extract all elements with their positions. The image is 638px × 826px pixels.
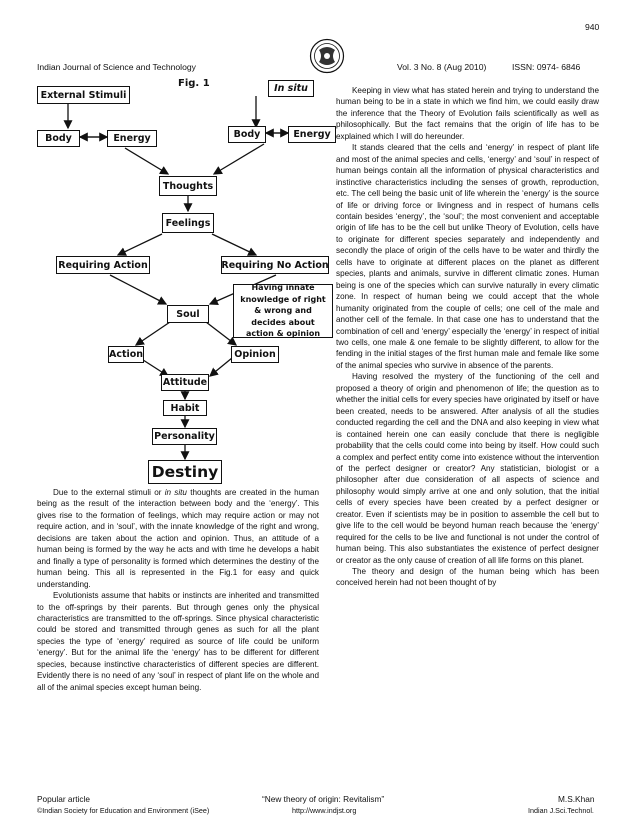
arrow-left-to-thoughts [125, 148, 168, 174]
figure-title: Fig. 1 [178, 78, 210, 89]
soul-box: Soul [167, 305, 209, 323]
innate-knowledge-box: Having innate knowledge of right & wrong and decides about action & opinion [233, 284, 333, 338]
issn: ISSN: 0974- 6846 [512, 62, 581, 72]
opinion-box: Opinion [231, 346, 279, 363]
in-situ-box: In situ [268, 80, 314, 97]
thoughts-box: Thoughts [159, 176, 217, 196]
personality-box: Personality [152, 428, 217, 445]
body-box-right: Body [228, 126, 266, 143]
volume-info: Vol. 3 No. 8 (Aug 2010) [397, 62, 487, 72]
left-column [37, 487, 319, 693]
footer-society: ©Indian Society for Education and Environment (iSee) [37, 806, 210, 815]
energy-box-right: Energy [288, 126, 336, 143]
destiny-box: Destiny [148, 460, 222, 484]
feelings-box: Feelings [162, 213, 214, 233]
right-paragraph: It stands cleared that the cells and ‘energy’ in respect of plant life and most of the animal species and cells, ‘energy’ and ‘soul’ in respect of human beings contain all the information of physical characteristics and instinctive characteristics including the senses of growth, reproduction, etc. The cell being the basic unit of life wherein the ‘energy’ is the source of life or driving force or livingness and in respect of humans cells contain besides ‘energy’, the ‘soul’; the most convenient and acceptable origin of life has to be the cell but unlike Theory of Evolution, cells have to originate for different species separately and independently and secondly the place of origin of the cells have to be water and thirdly the cells have to originate at different places on the planet as different species, plants and animals, survive in different climatic zones. Human being is one of the species which can survive naturally in every climatic zone. In respect of human being we could accept that the whole humanity originated from the couple of cells; one cell of the male and another cell of the female. In that case one has to understand that the combination of cell and ‘energy’ especially the ‘energy’ in respect of initial two cells, one male & one female to be slightly different, to allow for the fending in the initial stages of the first human male and female like some of the animal species who survive in absence of the parents. [336, 143, 599, 370]
right-paragraph: Keeping in view what has stated herein and trying to understand the human being to be in a state in which we find him, we could easily draw the inference that the Theory of Evolution fails scientifically as well as philosophically. But the fact remains that the origin of life has to be explained which I will do hereunder. [336, 86, 599, 141]
footer-article-type: Popular article [37, 794, 91, 804]
requiring-action-box: Requiring Action [56, 256, 150, 274]
habit-box: Habit [163, 400, 207, 416]
left-paragraph: Evolutionists assume that habits or instincts are inherited and transmitted to the off-springs by their parents. But through genes only the physical characteristics are transmitted to the off-springs. Since physical characteristic could be stored and transmitted through genes as such for all the plant species the type of ‘energy’ required as source of life could be uniform ‘energy’. But for the animal life the ‘energy’ has to be different for different species, because instinctive characteristics of different species are different. Evidently there is no need of any ‘soul’ in respect of plant life on the whole and all of the animal species except human being. [37, 591, 319, 692]
energy-box-left: Energy [107, 130, 157, 147]
footer-title: “New theory of origin: Revitalism” [262, 794, 385, 804]
body-box-left: Body [37, 130, 80, 147]
requiring-no-action-box: Requiring No Action [221, 256, 329, 274]
page-number: 940 [585, 22, 600, 32]
right-paragraph: The theory and design of the human being which has been conceived herein had not been thought of by [336, 567, 599, 588]
left-paragraph: Due to the external stimuli or in situ thoughts are created in the human being as the result of the interaction between body and the ‘energy’. This gives rise to the formation of feelings, which may require action or may not require action, and in ‘soul’, with the innate knowledge of the right and wrong, decisions are taken about the action and opinion. Thus, an attitude of a human being is formed by the way he acts and with time he develops a habit and finally a type of personality is formed which determines the destiny of the human being. This all is represented in the Fig.1 for easy and quick understanding. [37, 488, 319, 589]
right-paragraph: Having resolved the mystery of the functioning of the cell and proposed a theory of origin and phenomenon of life; the question as to whether the initial cells for every species have originated by itself or have been created, needs to be answered. After analysis of all the studies conducted regarding the cell and the DNA and also keeping in view what is contained herein one can easily conclude that there is negligible probability that the cells could come into being by itself. How could such a complex and perfect entity come into existence without the intervention of the perfect designer or creator? Any statistician, biologist or a philosopher after due consideration of all aspects of science and philosophy would simply arrive at one and only solution, that the initial cells of every species have been created by a perfect designer or creator. Even if scientists may be in position to assemble the cell but to give life to the cell would be beyond human reach because the ‘energy’ required for the cells to be live and functional is not under the control of human being. This also substantiates the existence of perfect designer or creator as the only cause of creation of all life forms on this planet. [336, 372, 599, 565]
in-situ-emphasis: in situ [164, 488, 187, 497]
journal-name: Indian Journal of Science and Technology [37, 62, 196, 72]
attitude-box: Attitude [161, 374, 209, 391]
action-box: Action [108, 346, 144, 363]
right-column [336, 85, 599, 589]
external-stimuli-box: External Stimuli [37, 86, 130, 104]
arrow-right-to-thoughts [214, 144, 264, 174]
footer-journal-abbrev: Indian J.Sci.Technol. [528, 806, 594, 815]
footer-url: http://www.indjst.org [292, 806, 357, 815]
footer-author: M.S.Khan [558, 794, 595, 804]
